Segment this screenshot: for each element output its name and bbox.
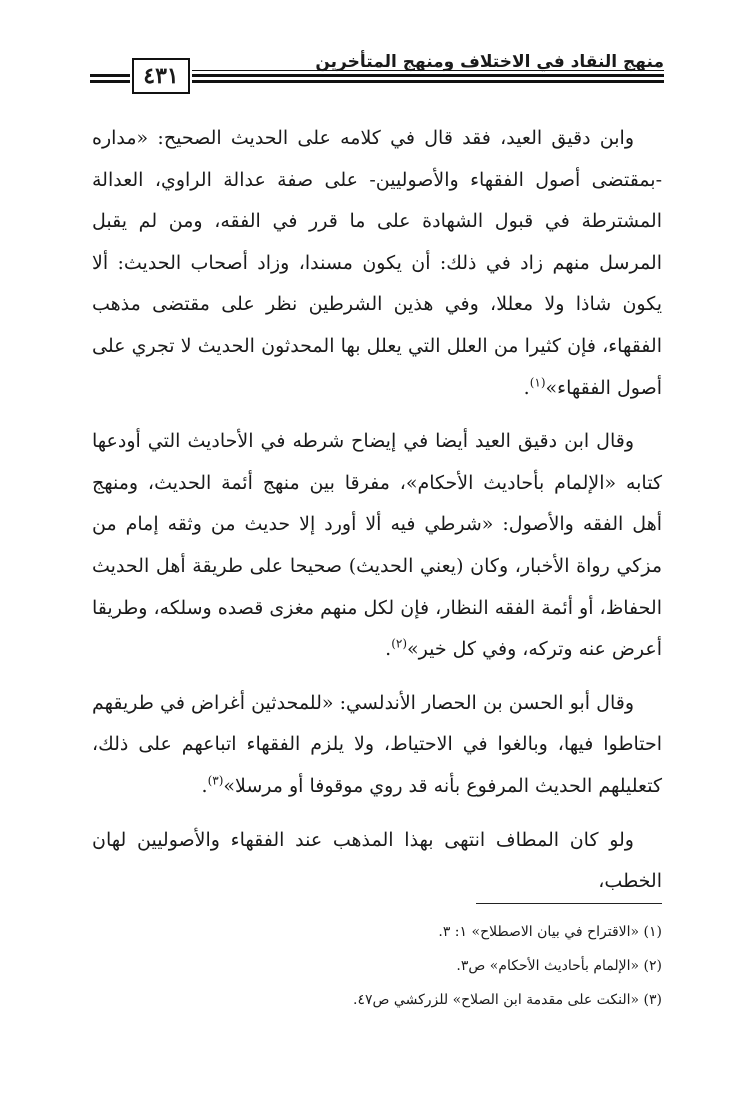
rule-bar [192,80,664,83]
rule-bar [192,74,664,77]
page-number: ٤٣١ [132,58,190,94]
paragraph [92,421,662,671]
rule-bar [90,74,130,77]
page-header [90,52,664,108]
paragraph-text: ولو كان المطاف انتهى بهذا المذهب عند الفقهاء والأصوليين لهان الخطب، [92,828,662,893]
footnote-ref: (١) [529,375,546,390]
paragraph [92,820,662,903]
sentence-end: . [523,376,530,399]
paragraph [92,118,662,409]
footnotes [92,915,662,1017]
running-title: منهج النقاد في الاختلاف ومنهج المتأخرين [315,52,664,72]
paragraph [92,683,662,808]
footnote-ref: (٢) [391,636,408,651]
header-rule-right [192,70,664,86]
rule-bar [90,80,130,83]
sentence-end: . [201,774,208,797]
footnote: (٢) «الإلمام بأحاديث الأحكام» ص٣. [456,958,662,974]
paragraph-text: وقال أبو الحسن بن الحصار الأندلسي: «للمحدثين أغراض في طريقهم احتاطوا فيها، وبالغوا في الاحتياط، ولا يلزم الفقهاء اتباعهم على ذلك، كتعليلهم الحديث المرفوع بأنه قد روي موقوفا أو مرسلا» [92,691,662,797]
main-text [92,118,662,915]
paragraph-text: وابن دقيق العيد، فقد قال في كلامه على الحديث الصحيح: «مداره -بمقتضى أصول الفقهاء والأصوليين- على صفة عدالة الراوي، العدالة المشترطة في قبول الشهادة على ما قرر في الفقه، ومن لم يقبل المرسل منهم زاد في ذلك: أن يكون مسندا، وزاد أصحاب الحديث: ألا يكون شاذا ولا معللا، وفي هذين الشرطين نظر على مقتضى مذهب الفقهاء، فإن كثيرا من العلل التي يعلل بها المحدثون الحديث لا تجري على أصول الفقهاء» [92,127,662,399]
sentence-end: . [385,638,392,661]
footnote-ref: (٣) [207,773,224,788]
paragraph-text: وقال ابن دقيق العيد أيضا في إيضاح شرطه في الأحاديث التي أودعها كتابه «الإلمام بأحاديث الأحكام»، مفرقا بين منهج أئمة الحديث، ومنهج أهل الفقه والأصول: «شرطي فيه ألا أورد إلا حديث من وثقه إمام من مزكي رواة الأخبار، وكان (يعني الحديث) صحيحا على طريقة أهل الحديث الحفاظ، أو أئمة الفقه النظار، فإن لكل منهم مغزى قصده وسلكه، وطريقا أعرض عنه وتركه، وفي كل خير» [92,430,662,661]
footnote: (١) «الاقتراح في بيان الاصطلاح» ١: ٣. [438,924,662,940]
header-rule-left [90,74,130,86]
footnote-separator [476,903,662,904]
footnote: (٣) «النكت على مقدمة ابن الصلاح» للزركشي ص٤٧. [353,992,662,1008]
